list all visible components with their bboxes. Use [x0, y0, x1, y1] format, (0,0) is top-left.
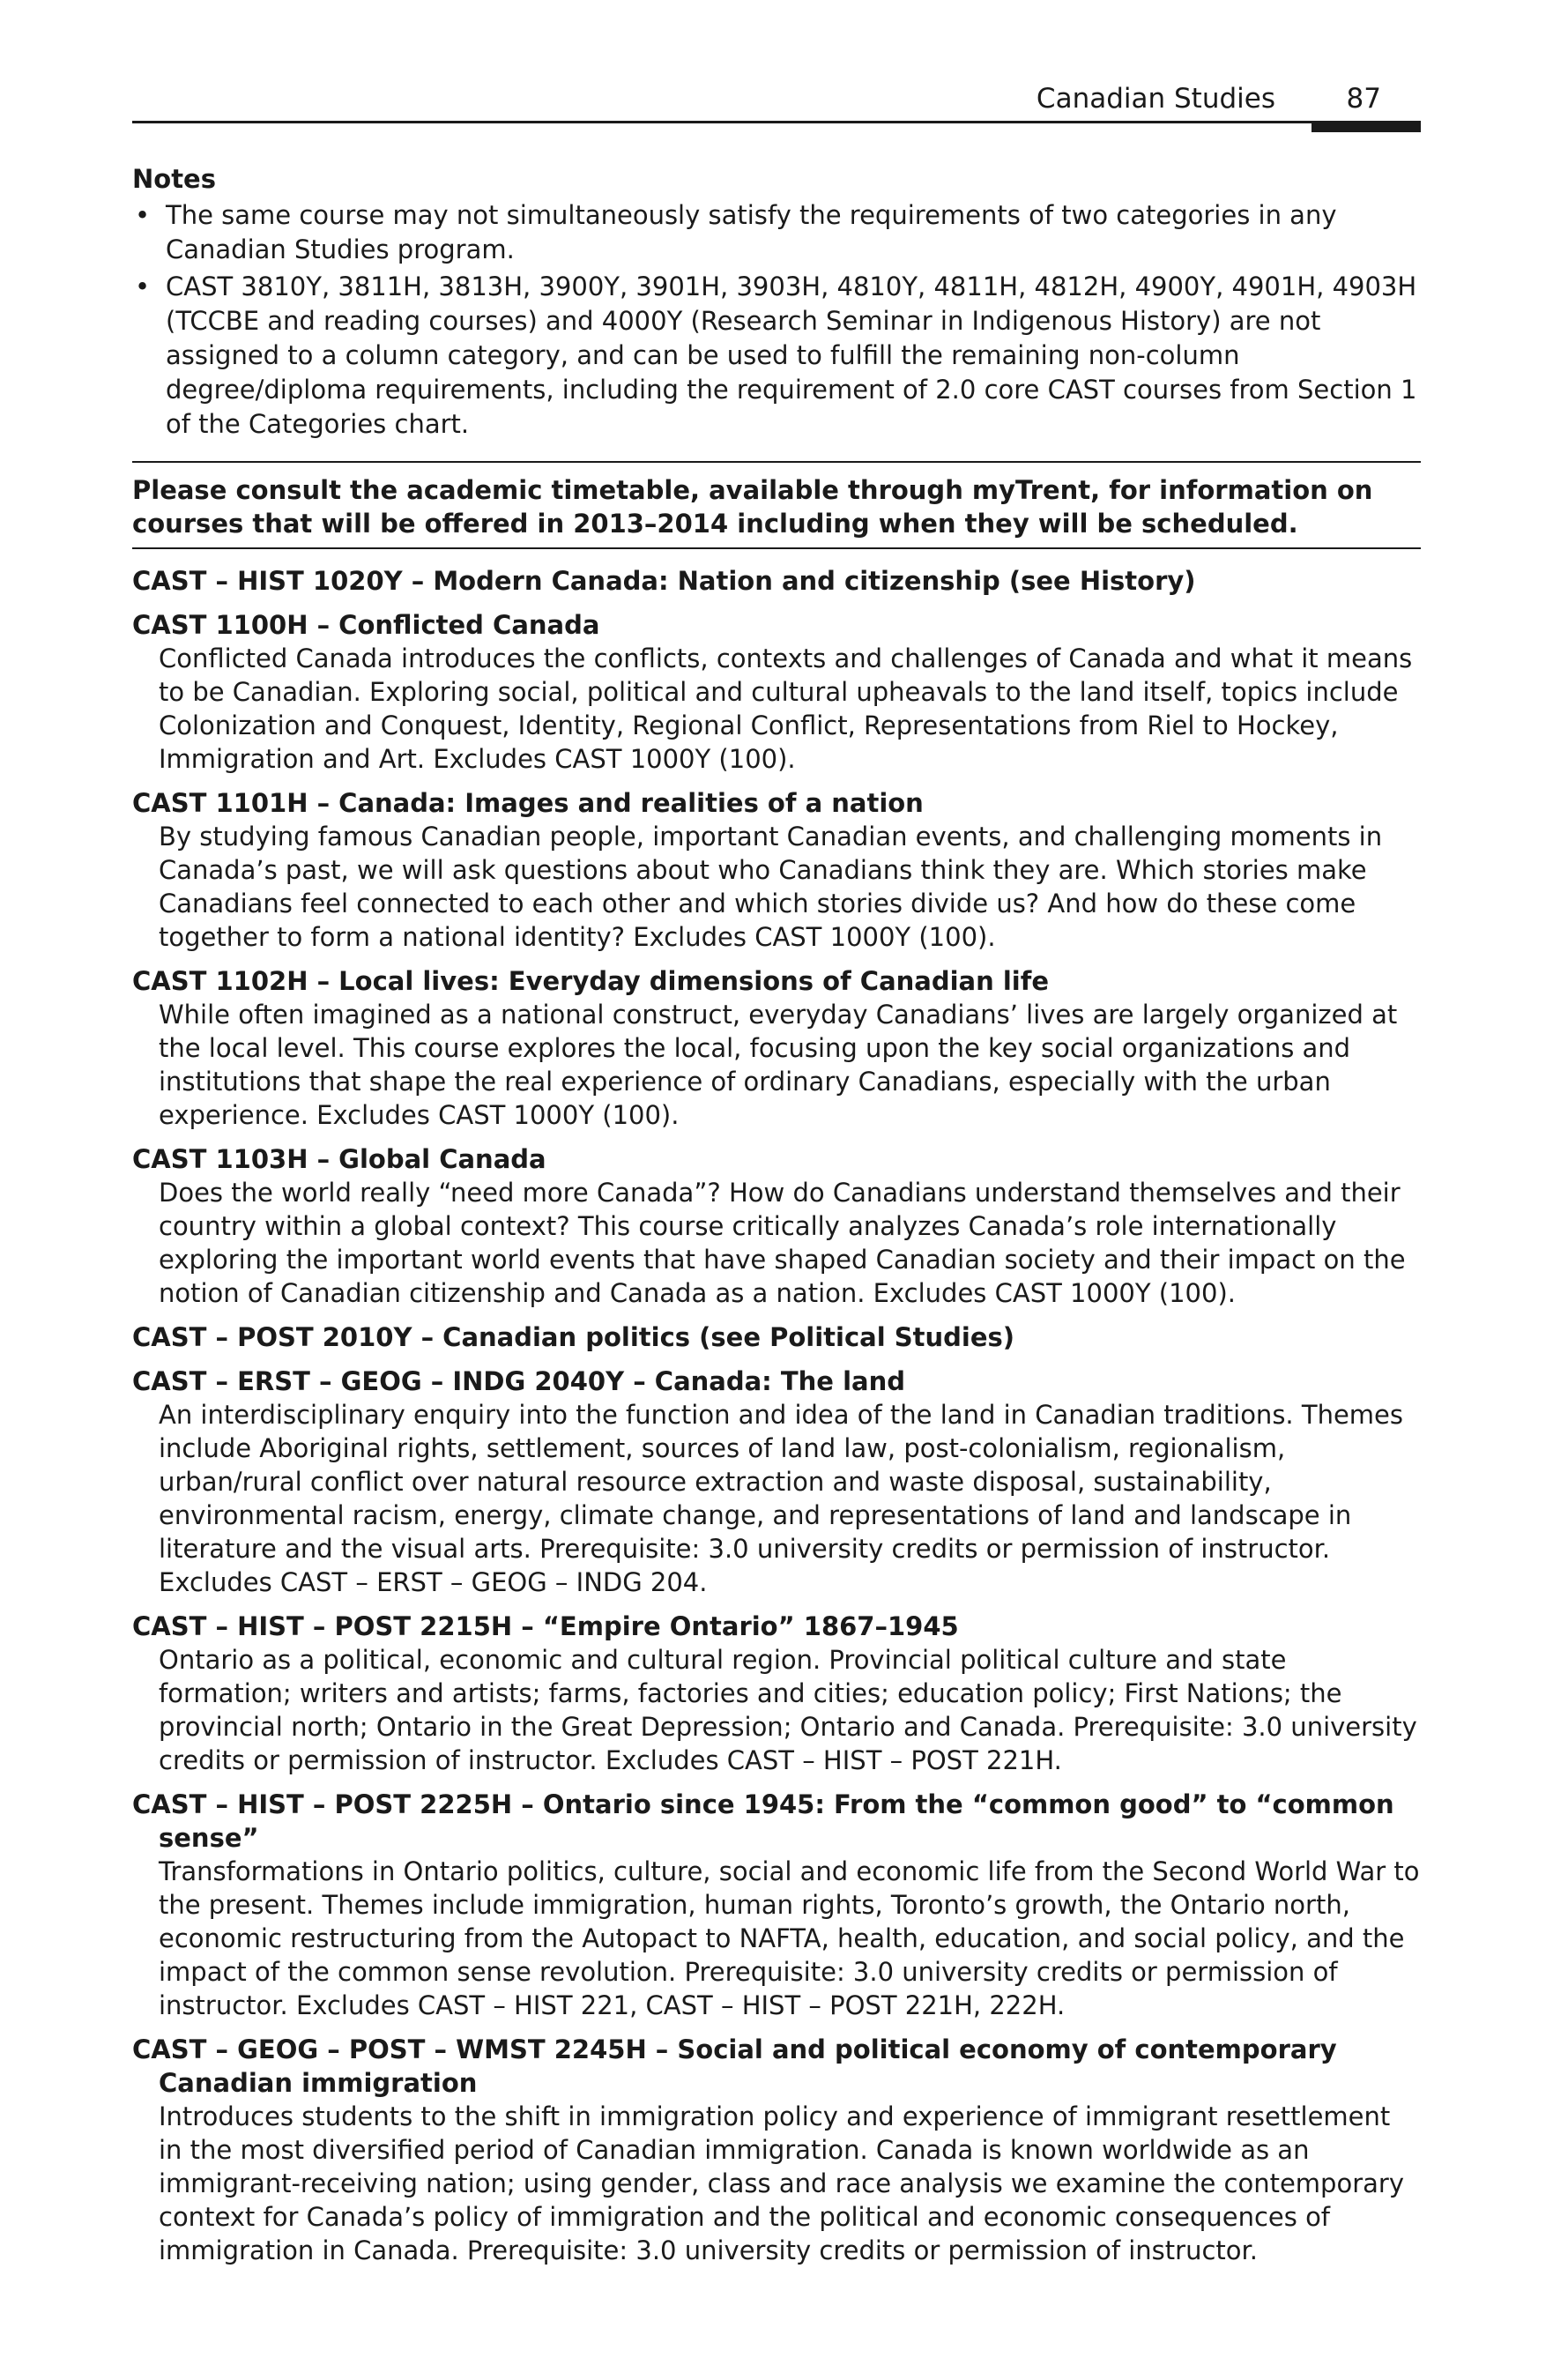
course-title: CAST – ERST – GEOG – INDG 2040Y – Canada: The land: [132, 1366, 905, 1396]
course-description: Transformations in Ontario politics, culture, social and economic life from the Second World War to the present. Themes include immigration, human rights, Toronto’s growth, the Ontario north, economic restructuring from the Autopact to NAFTA, health, education, and social policy, and the impact of the common sense revolution. Prerequisite: 3.0 university credits or permission of instructor. Excludes CAST – HIST 221, CAST – HIST – POST 221H, 222H.: [159, 1856, 1420, 2020]
notes-section: [132, 161, 1421, 444]
timetable-notice: Please consult the academic timetable, available through myTrent, for information on courses that will be offered in 2013–2014 including when they will be scheduled.: [132, 475, 1373, 539]
course-title: CAST 1102H – Local lives: Everyday dimensions of Canadian life: [132, 966, 1050, 996]
course-entry: [132, 1610, 1421, 1777]
course-list: [132, 564, 1421, 2278]
course-description: By studying famous Canadian people, important Canadian events, and challenging moments in Canada’s past, we will ask questions about who Canadians think they are. Which stories make Canadians feel connected to each other and which stories divide us? And how do these come together to form a national identity? Excludes CAST 1000Y (100).: [159, 822, 1383, 952]
bullet-icon: •: [135, 200, 151, 230]
course-entry: [132, 964, 1421, 1132]
bullet-icon: •: [135, 271, 151, 301]
notes-list: [132, 198, 1421, 442]
note-item: [132, 198, 1421, 267]
course-title: CAST – HIST – POST 2215H – “Empire Ontario” 1867–1945: [132, 1611, 959, 1641]
course-description: Does the world really “need more Canada”? How do Canadians understand themselves and their country within a global context? This course critically analyzes Canada’s role internationally exploring the important world events that have shaped Canadian society and their impact on the notion of Canadian citizenship and Canada as a nation. Excludes CAST 1000Y (100).: [159, 1178, 1406, 1308]
header-rule: [132, 121, 1421, 123]
course-description: While often imagined as a national construct, everyday Canadians’ lives are largely organized at the local level. This course explores the local, focusing upon the key social organizations and institutions that shape the real experience of ordinary Canadians, especially with the urban experience. Excludes CAST 1000Y (100).: [159, 1000, 1398, 1130]
course-description: Conflicted Canada introduces the conflicts, contexts and challenges of Canada and what it means to be Canadian. Exploring social, political and cultural upheavals to the land itself, topics include Colonization and Conquest, Identity, Regional Conflict, Representations from Riel to Hockey, Immigration and Art. Excludes CAST 1000Y (100).: [159, 643, 1413, 774]
course-entry: [132, 1788, 1421, 2022]
notes-heading: Notes: [132, 164, 216, 194]
course-title: CAST – HIST 1020Y – Modern Canada: Nation and citizenship (see History): [132, 566, 1196, 596]
note-item: [132, 270, 1421, 442]
course-entry: [132, 1142, 1421, 1310]
course-title: CAST – POST 2010Y – Canadian politics (see Political Studies): [132, 1322, 1015, 1352]
course-entry: [132, 2033, 1421, 2267]
course-entry: [132, 1320, 1421, 1354]
note-text: CAST 3810Y, 3811H, 3813H, 3900Y, 3901H, 3903H, 4810Y, 4811H, 4812H, 4900Y, 4901H, 4903H (TCCBE and reading courses) and 4000Y (Research Seminar in Indigenous History) are not assigned to a column category, and can be used to fulfill the remaining non-column degree/diploma requirements, including the requirement of 2.0 core CAST courses from Section 1 of the Categories chart.: [166, 271, 1417, 439]
course-entry: [132, 608, 1421, 776]
timetable-notice-box: [132, 461, 1421, 549]
course-description: Introduces students to the shift in immigration policy and experience of immigrant resettlement in the most diversified period of Canadian immigration. Canada is known worldwide as an immigrant-receiving nation; using gender, class and race analysis we examine the contemporary context for Canada’s policy of immigration and the political and economic consequences of immigration in Canada. Prerequisite: 3.0 university credits or permission of instructor.: [159, 2101, 1404, 2265]
course-title: CAST – GEOG – POST – WMST 2245H – Social and political economy of contemporary Canadian immigration: [132, 2034, 1337, 2098]
course-title: CAST 1103H – Global Canada: [132, 1144, 546, 1174]
course-description: Ontario as a political, economic and cultural region. Provincial political culture and state formation; writers and artists; farms, factories and cities; education policy; First Nations; the provincial north; Ontario in the Great Depression; Ontario and Canada. Prerequisite: 3.0 university credits or permission of instructor. Excludes CAST – HIST – POST 221H.: [159, 1645, 1417, 1775]
running-header: [132, 81, 1421, 134]
header-tab-mark: [1312, 121, 1421, 132]
course-title: CAST 1100H – Conflicted Canada: [132, 610, 600, 640]
course-entry: [132, 564, 1421, 598]
course-entry: [132, 786, 1421, 954]
course-entry: [132, 1365, 1421, 1599]
course-description: An interdisciplinary enquiry into the function and idea of the land in Canadian traditions. Themes include Aboriginal rights, settlement, sources of land law, post-colonialism, regionalism, urban/rural conflict over natural resource extraction and waste disposal, sustainability, environmental racism, energy, climate change, and representations of land and landscape in literature and the visual arts. Prerequisite: 3.0 university credits or permission of instructor. Excludes CAST – ERST – GEOG – INDG 204.: [159, 1400, 1403, 1597]
course-title: CAST 1101H – Canada: Images and realities of a nation: [132, 788, 924, 818]
page-number: 87: [1346, 83, 1381, 115]
course-title: CAST – HIST – POST 2225H – Ontario since 1945: From the “common good” to “common sense”: [132, 1789, 1394, 1853]
note-text: The same course may not simultaneously satisfy the requirements of two categories in any Canadian Studies program.: [166, 200, 1337, 264]
section-title: Canadian Studies: [1036, 83, 1275, 115]
